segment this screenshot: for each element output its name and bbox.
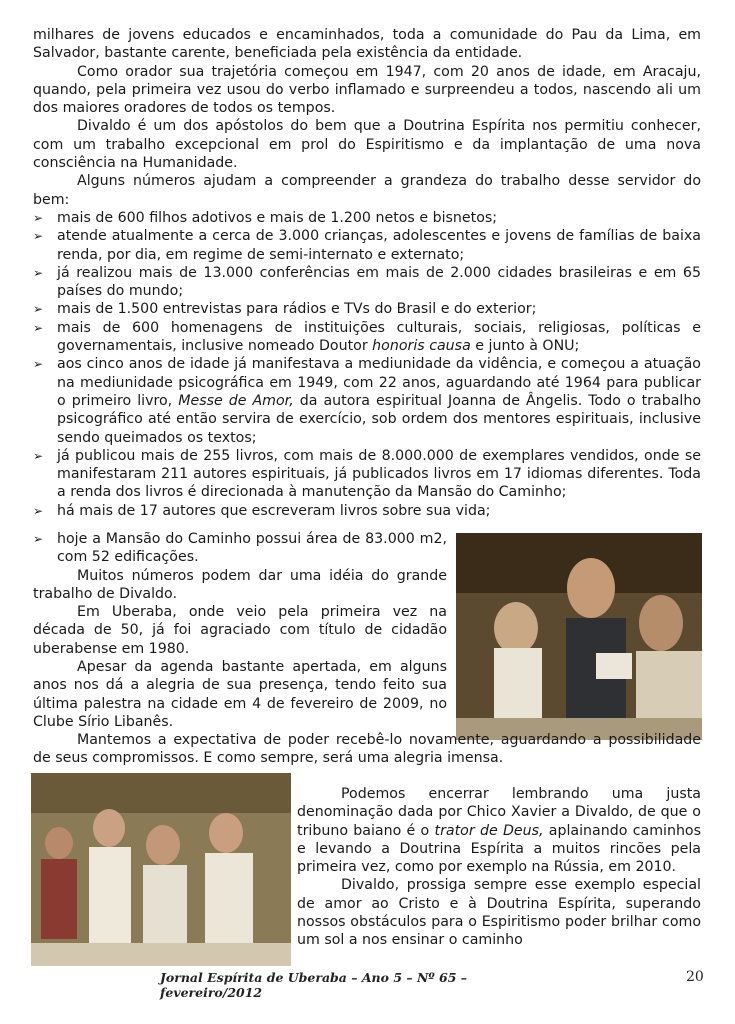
arrow-bullet-icon: ➢ [33, 320, 44, 335]
arrow-bullet-icon: ➢ [33, 210, 44, 225]
arrow-bullet-icon: ➢ [33, 448, 44, 463]
list-item: ➢ aos cinco anos de idade já manifestava a mediunidade da vidência, e começou a atuação na mediunidade psicográfica em 1949, com 22 anos, aguardando até 1964 para publicar o primeiro livro, Messe de Amor, da autora espiritual Joanna de Ângelis. Todo o trabalho psicográfico até então servira de exercício, sob ordem dos mentores espirituais, inclusive sendo queimados os textos; [33, 356, 702, 446]
list-item: ➢ hoje a Mansão do Caminho possui área de 83.000 m2, com 52 edificações. [33, 531, 447, 566]
arrow-bullet-icon: ➢ [33, 302, 44, 317]
list-item: ➢ atende atualmente a cerca de 3.000 crianças, adolescentes e jovens de famílias de baixa renda, por dia, em regime de semi-internato e externato; [33, 228, 701, 263]
arrow-bullet-icon: ➢ [33, 229, 44, 244]
paragraph-7: Apesar da agenda bastante apertada, em alguns anos nos dá a alegria de sua presença, tendo feito sua última palestra na cidade em 4 de fevereiro de 2009, no Clube Sírio Libanês. [33, 659, 447, 730]
paragraph-8: Mantemos a expectativa de poder recebê-lo novamente, aguardando a possibilidade de seus compromissos. E como sempre, será uma alegria imensa. [33, 732, 701, 767]
list-item: ➢ mais de 600 filhos adotivos e mais de 1.200 netos e bisnetos; [33, 209, 498, 226]
paragraph-6: Em Uberaba, onde veio pela primeira vez na década de 50, já foi agraciado com título de cidadão uberabense em 1980. [33, 604, 447, 657]
numbers-list [33, 209, 701, 520]
photo-ceremony-image [456, 533, 702, 740]
list-item: ➢ mais de 1.500 entrevistas para rádios e TVs do Brasil e do exterior; [33, 301, 537, 318]
paragraph-2: Como orador sua trajetória começou em 1947, com 20 anos de idade, em Aracaju, quando, pela primeira vez usou do verbo inflamado e surpreendeu a todos, nascendo ali um dos maiores oradores de todos os tempos. [33, 63, 701, 117]
right-column-text [297, 785, 701, 950]
list-item: ➢ já realizou mais de 13.000 conferências em mais de 2.000 cidades brasileiras e em 65 países do mundo; [33, 264, 701, 300]
paragraph-4: Alguns números ajudam a compreender a grandeza do trabalho desse servidor do bem: [33, 173, 701, 208]
arrow-bullet-icon: ➢ [33, 532, 44, 546]
photo-audience-image [31, 773, 291, 966]
arrow-bullet-icon: ➢ [33, 503, 44, 518]
full-text-block-2 [33, 731, 701, 768]
main-text-block [33, 26, 701, 520]
paragraph-1: milhares de jovens educados e encaminhados, toda a comunidade do Pau da Lima, em Salvador, bastante carente, beneficiada pela existência da entidade. [33, 27, 701, 62]
arrow-bullet-icon: ➢ [33, 265, 44, 280]
paragraph-9: Podemos encerrar lembrando uma justa denominação dada por Chico Xavier a Divaldo, de que o tribuno baiano é o trator de Deus, aplainando caminhos e levando a Doutrina Espírita a muitos rincões pela primeira vez, como por exemplo na Rússia, em 2010. [297, 786, 702, 876]
list-item: ➢ mais de 600 homenagens de instituições culturais, sociais, religiosas, políticas e governamentais, inclusive nomeado Doutor honoris causa e junto à ONU; [33, 319, 701, 355]
paragraph-3: Divaldo é um dos apóstolos do bem que a Doutrina Espírita nos permitiu conhecer, com um trabalho excepcional em prol do Espiritismo e da implantação de uma nova consciência na Humanidade. [33, 118, 701, 172]
journal-footer: Jornal Espírita de Uberaba – Ano 5 – Nº 65 – fevereiro/2012 [160, 970, 468, 1000]
page-number: 20 [686, 969, 704, 985]
photo-divaldo-ceremony [456, 533, 702, 740]
arrow-bullet-icon: ➢ [33, 357, 44, 372]
paragraph-5: Muitos números podem dar uma idéia do grande trabalho de Divaldo. [33, 567, 447, 602]
list-item: ➢ já publicou mais de 255 livros, com mais de 8.000.000 de exemplares vendidos, onde se manifestaram 211 autores espirituais, já publicados livros em 17 idiomas diferentes. Toda a renda dos livros é direcionada à manutenção da Mansão do Caminho; [33, 447, 701, 501]
narrow-text-block [33, 530, 447, 731]
photo-divaldo-audience [31, 773, 291, 966]
paragraph-10: Divaldo, prossiga sempre esse exemplo especial de amor ao Cristo e à Doutrina Espírita, superando nossos obstáculos para o Espiritismo poder brilhar como um sol a nos ensinar o caminho [297, 877, 701, 949]
list-item: ➢ há mais de 17 autores que escreveram livros sobre sua vida; [33, 502, 491, 519]
